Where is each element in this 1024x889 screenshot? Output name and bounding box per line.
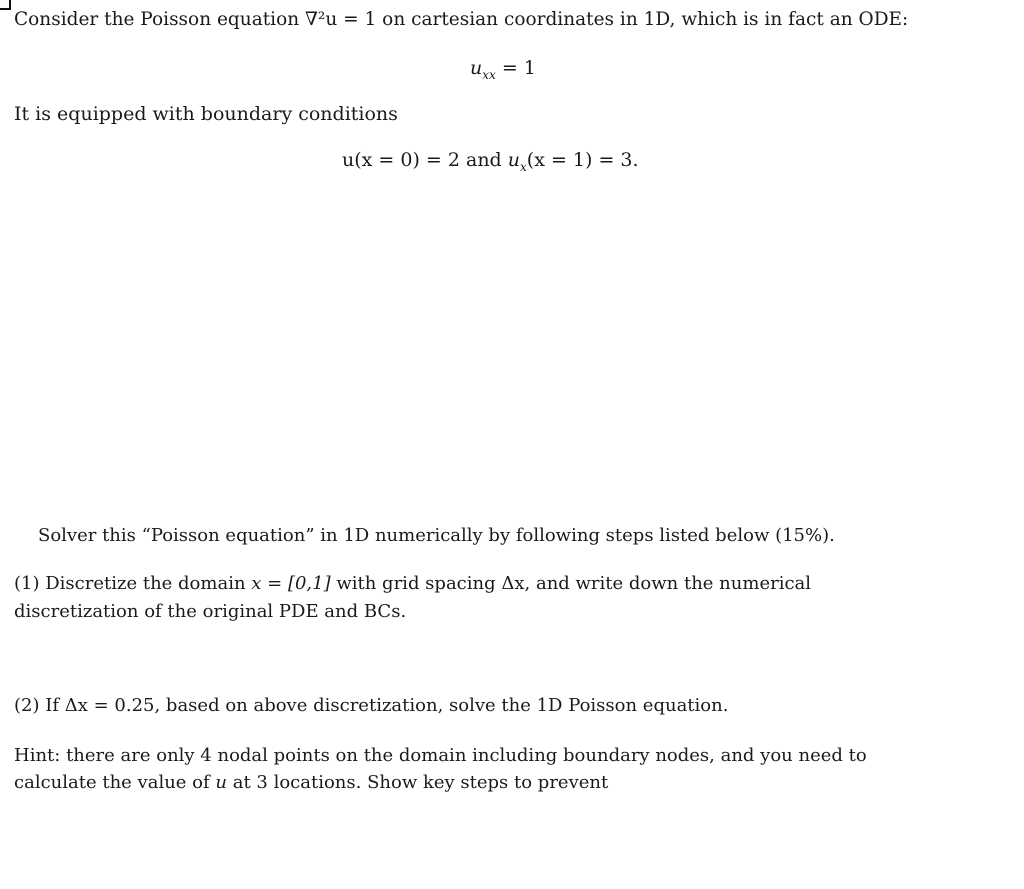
intro-prefix: Consider the Poisson equation bbox=[14, 9, 306, 30]
step1-line1 bbox=[14, 572, 811, 596]
step1-suffix: , and write down the numerical bbox=[524, 573, 812, 594]
main-equation-lhs: u bbox=[470, 57, 483, 79]
hint-line2-variable: u bbox=[215, 772, 227, 793]
intro-line bbox=[14, 8, 908, 32]
bc-equation-part1: u(x = 0) = 2 and bbox=[342, 149, 508, 171]
step1-middle: with grid spacing bbox=[330, 573, 502, 594]
intro-math: ∇²u = 1 bbox=[305, 9, 377, 30]
intro-suffix: on cartesian coordinates in 1D, which is in fact an ODE: bbox=[376, 9, 909, 30]
step2-prefix: (2) If bbox=[14, 695, 65, 716]
main-equation bbox=[470, 56, 536, 80]
task-line: Solver this “Poisson equation” in 1D numerically by following steps listed below (15%). bbox=[38, 525, 835, 546]
hint-line2 bbox=[14, 771, 608, 795]
bc-equation-subscript: x bbox=[520, 159, 527, 174]
hint-line1: Hint: there are only 4 nodal points on the domain including boundary nodes, and you need to bbox=[14, 745, 867, 766]
corner-crop-mark bbox=[0, 0, 11, 10]
bc-equation-u: u bbox=[507, 149, 521, 171]
hint-line2-prefix: calculate the value of bbox=[14, 772, 216, 793]
step1-math-spacing: Δx bbox=[501, 573, 525, 594]
main-equation-rhs: = 1 bbox=[495, 57, 536, 79]
bc-intro-line: It is equipped with boundary conditions bbox=[14, 103, 398, 125]
step2-math: Δx = 0.25 bbox=[64, 695, 155, 716]
step1-line2: discretization of the original PDE and BCs. bbox=[14, 601, 407, 622]
bc-equation-part2: (x = 1) = 3. bbox=[526, 149, 639, 171]
bc-equation bbox=[342, 148, 639, 172]
step2-suffix: , based on above discretization, solve the 1D Poisson equation. bbox=[154, 695, 729, 716]
step1-prefix: (1) Discretize the domain bbox=[14, 573, 252, 594]
step1-math-domain: x = [0,1] bbox=[251, 573, 331, 594]
hint-line2-suffix: at 3 locations. Show key steps to prevent bbox=[226, 772, 609, 793]
step2-line bbox=[14, 694, 728, 718]
main-equation-subscript: xx bbox=[482, 67, 496, 82]
